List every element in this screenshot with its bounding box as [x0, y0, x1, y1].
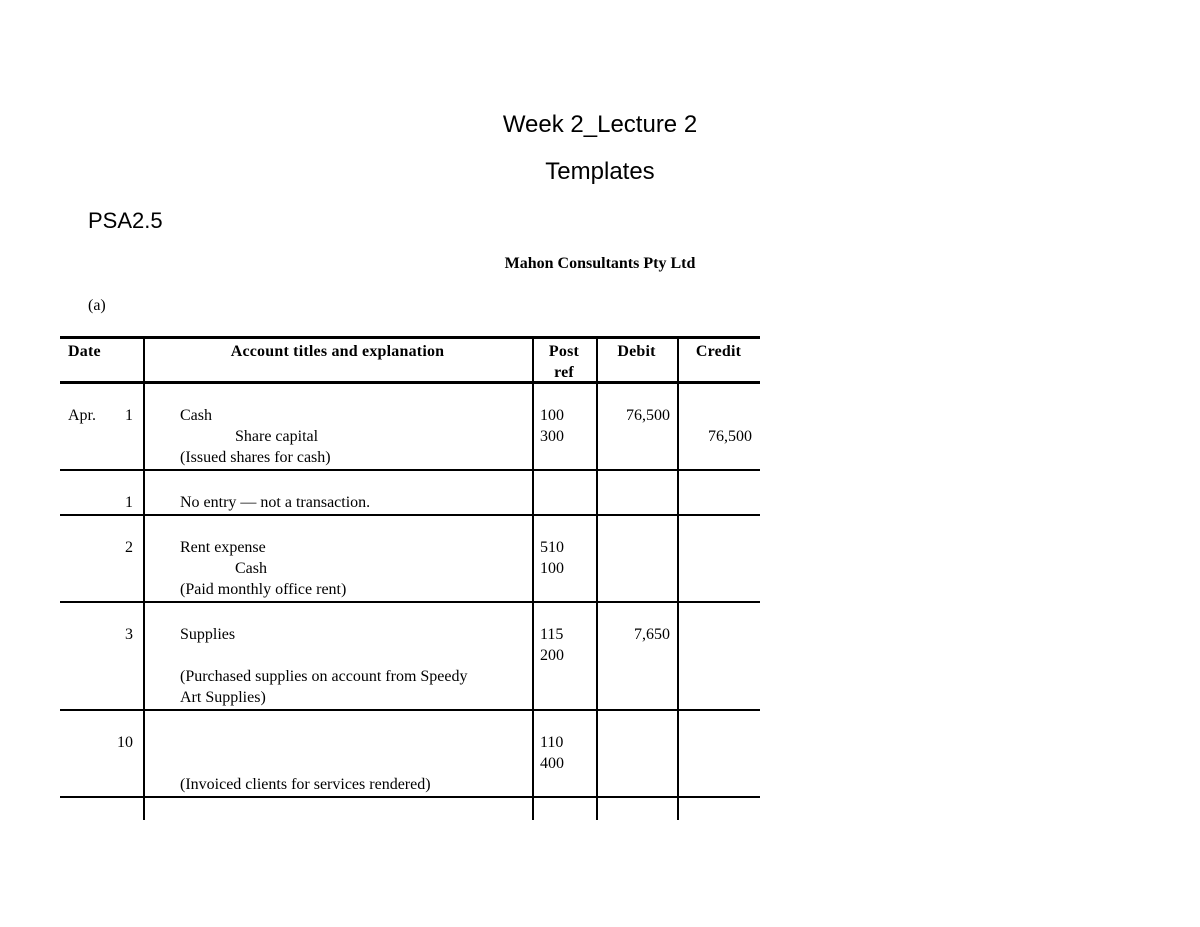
- credit-header: Credit: [695, 343, 742, 360]
- entry-day: 1: [125, 494, 133, 511]
- entry-separator-rule: [60, 601, 760, 603]
- post-ref: 510: [540, 539, 564, 556]
- entry-day: 2: [125, 539, 133, 556]
- account-title: Art Supplies): [180, 689, 266, 706]
- post-ref-header: Post: [548, 343, 580, 360]
- account-title: (Purchased supplies on account from Speedy: [180, 668, 468, 685]
- table-top-rule: [60, 336, 760, 339]
- credit-amount: 76,500: [708, 428, 752, 445]
- post-ref: 400: [540, 755, 564, 772]
- account-title: (Issued shares for cash): [180, 449, 331, 466]
- account-title: Cash: [180, 407, 212, 424]
- entry-separator-rule: [60, 796, 760, 798]
- post-ref: 115: [540, 626, 564, 643]
- debit-amount: 7,650: [634, 626, 670, 643]
- entry-day: 10: [117, 734, 133, 751]
- account-header: Account titles and explanation: [230, 343, 445, 360]
- page-subtitle: Templates: [545, 158, 655, 185]
- page-title: Week 2_Lecture 2: [502, 111, 698, 138]
- account-title: Share capital: [235, 428, 319, 445]
- debit-header: Debit: [617, 343, 656, 360]
- account-title: No entry — not a transaction.: [180, 494, 371, 511]
- company-name: Mahon Consultants Pty Ltd: [504, 255, 696, 272]
- post-ref: 300: [540, 428, 564, 445]
- account-title: (Invoiced clients for services rendered): [180, 776, 431, 793]
- header-bottom-rule: [60, 381, 760, 384]
- column-rule: [143, 336, 145, 820]
- post-ref: 100: [540, 407, 564, 424]
- post-ref: 200: [540, 647, 564, 664]
- account-title: Supplies: [180, 626, 236, 643]
- entry-month: Apr.: [68, 407, 96, 424]
- post-ref-header-line2: ref: [554, 364, 574, 381]
- problem-id: PSA2.5: [88, 208, 163, 233]
- account-title: (Paid monthly office rent): [180, 581, 347, 598]
- account-title: Rent expense: [180, 539, 266, 556]
- part-label: (a): [88, 297, 106, 314]
- column-rule: [532, 336, 534, 820]
- entry-separator-rule: [60, 709, 760, 711]
- entry-day: 3: [125, 626, 133, 643]
- post-ref: 100: [540, 560, 564, 577]
- account-title: Cash: [235, 560, 267, 577]
- date-header: Date: [68, 343, 101, 360]
- column-rule: [596, 336, 598, 820]
- entry-day: 1: [125, 407, 133, 424]
- debit-amount: 76,500: [626, 407, 670, 424]
- post-ref: 110: [540, 734, 564, 751]
- column-rule: [677, 336, 679, 820]
- entry-separator-rule: [60, 514, 760, 516]
- entry-separator-rule: [60, 469, 760, 471]
